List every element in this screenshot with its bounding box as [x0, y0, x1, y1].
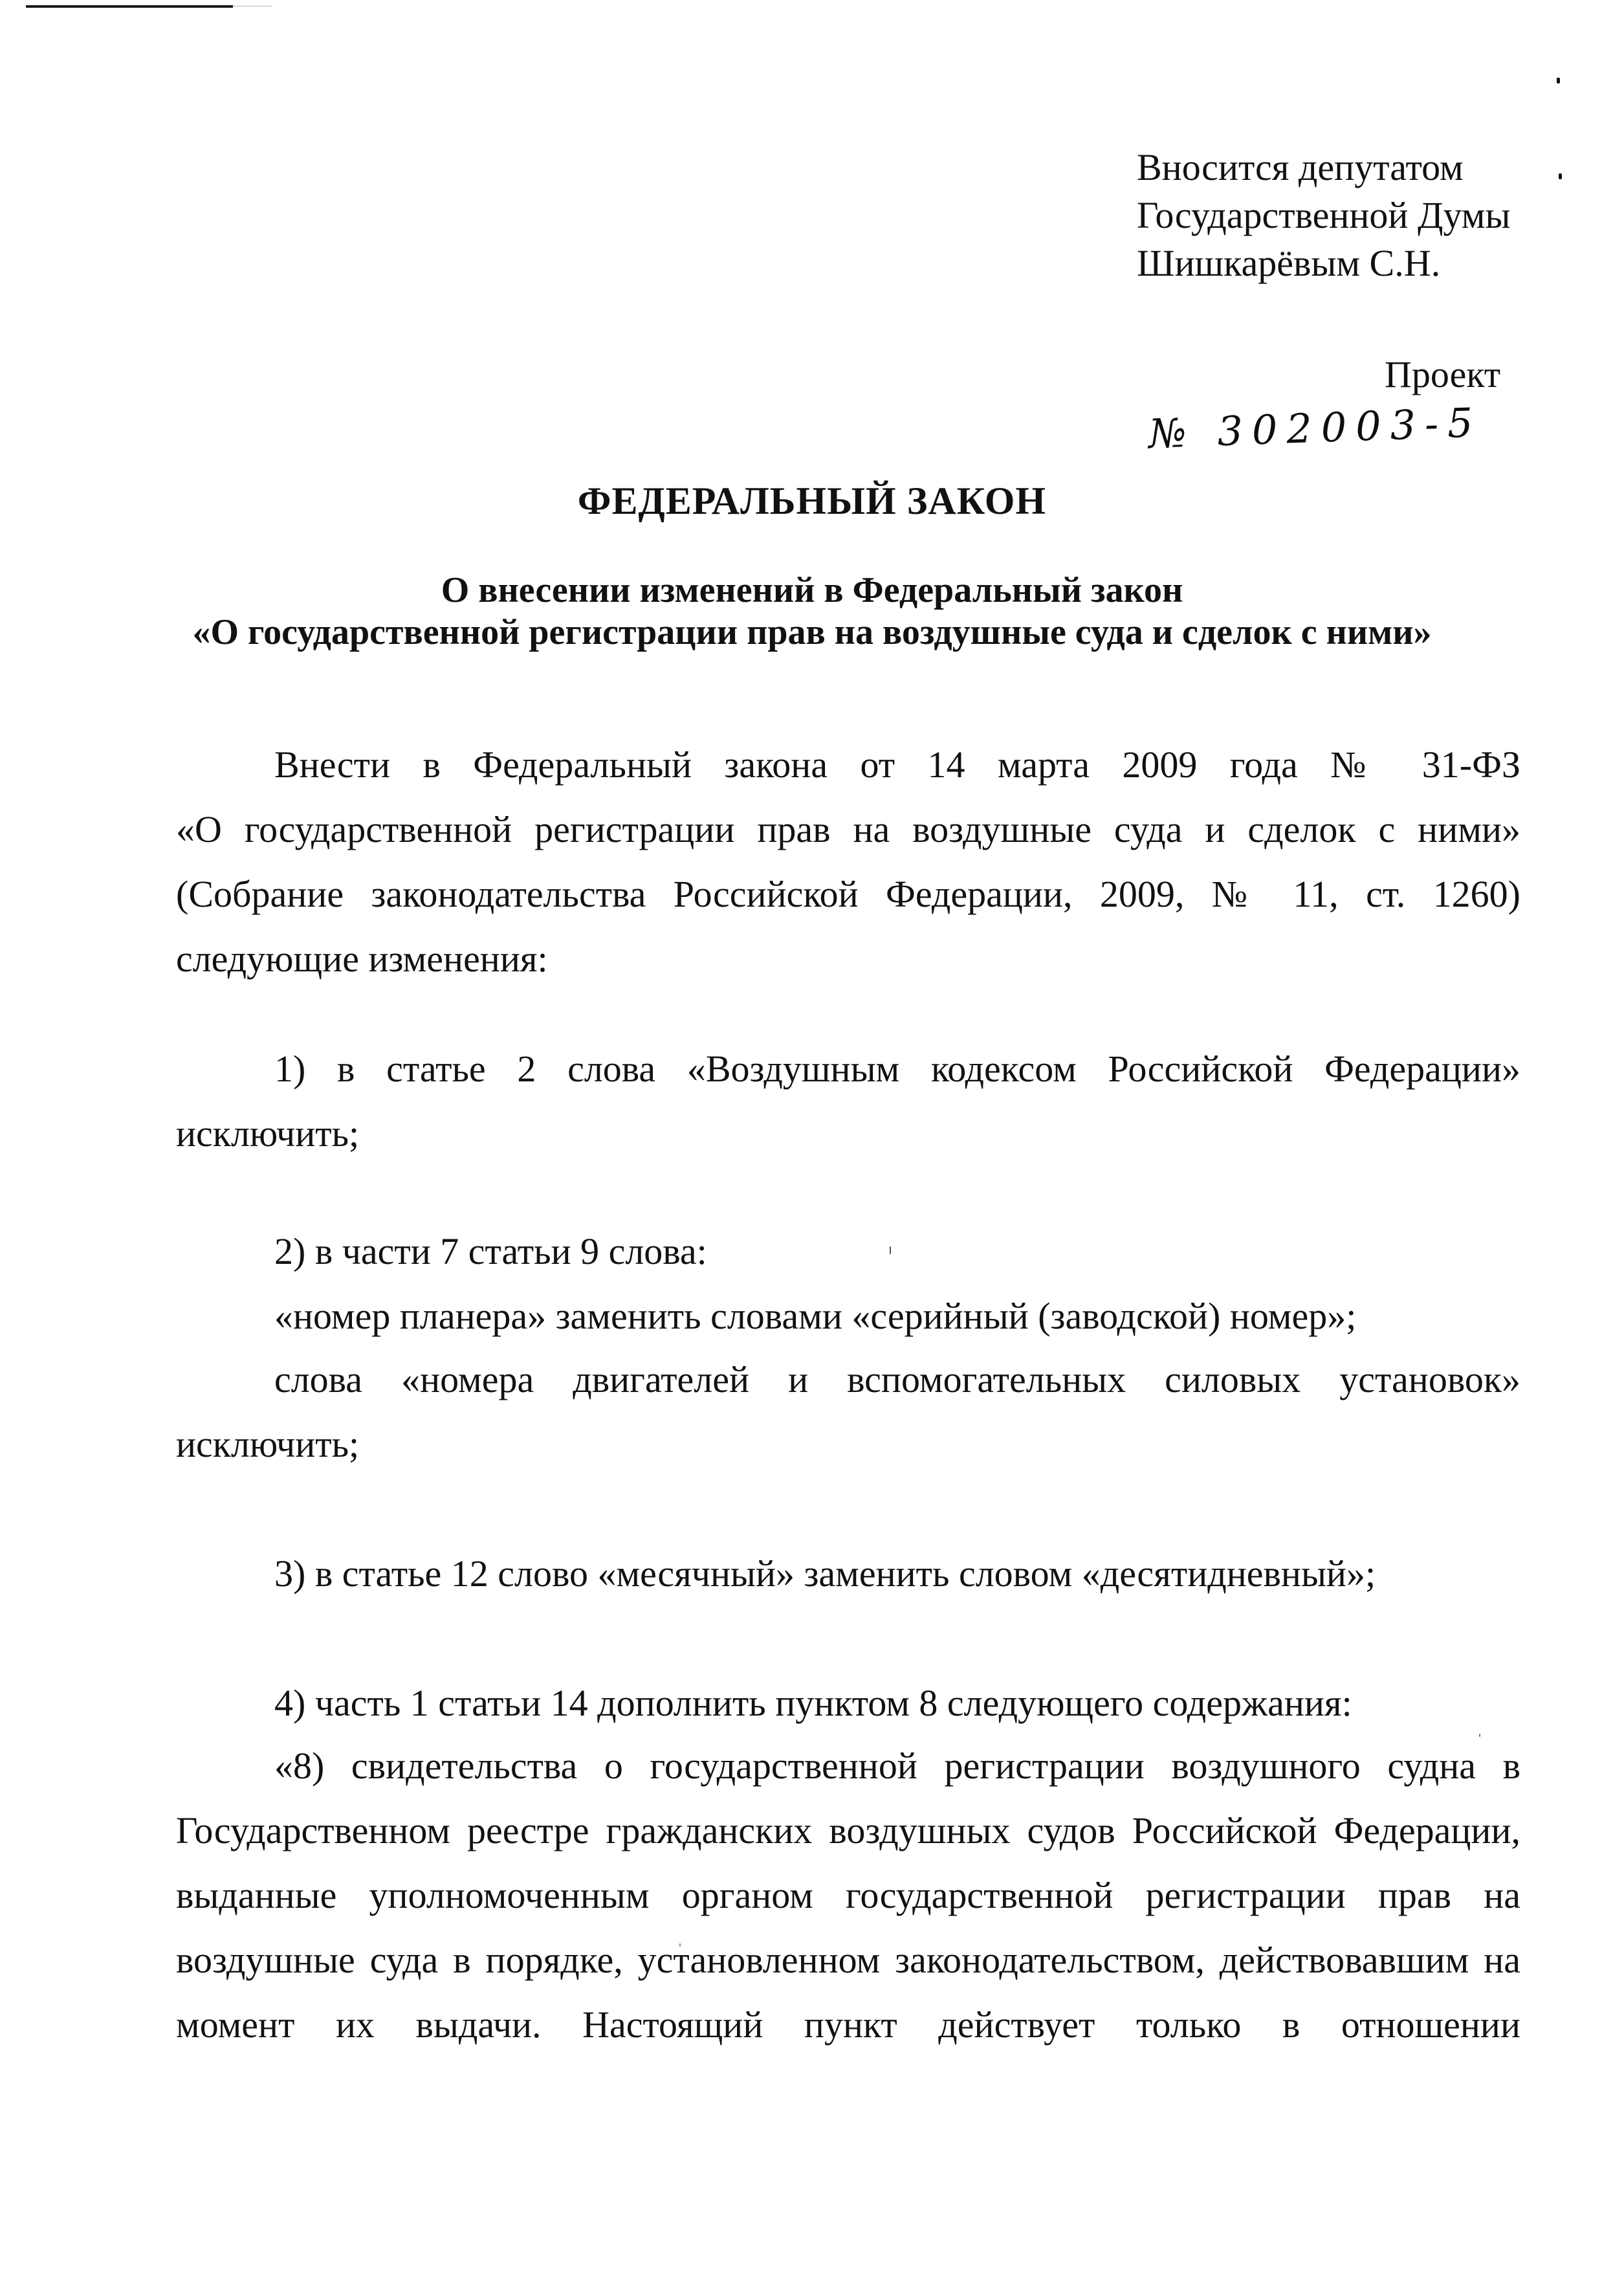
paragraph-line: следующие изменения:: [176, 938, 548, 980]
amendment-item-line: 3) в статье 12 слово «месячный» заменить словом «десятидневный»;: [274, 1552, 1376, 1595]
project-label: Проект: [1385, 353, 1501, 395]
amendment-item-line: 1) в статье 2 слова «Воздушным кодексом Российской Федерации»: [274, 1048, 1520, 1090]
amendment-item-line: слова «номера двигателей и вспомогательных силовых установок»: [274, 1358, 1520, 1400]
submitter-line: Вносится депутатом: [1137, 146, 1464, 188]
scan-speck: [1557, 78, 1560, 83]
handwritten-registration-number: № 302003-5: [1147, 399, 1483, 458]
amendment-item-line: выданные уполномоченным органом государственной регистрации прав на: [176, 1874, 1520, 1916]
submitter-line: Государственной Думы: [1137, 194, 1511, 236]
amendment-item-line: «номер планера» заменить словами «серийный (заводской) номер»;: [274, 1295, 1357, 1337]
scan-speck: [1559, 173, 1562, 179]
amendment-item-line: исключить;: [176, 1112, 360, 1155]
paragraph-line: Внести в Федеральный закона от 14 марта 2009 года № 31-ФЗ: [274, 744, 1520, 786]
submitter-line: Шишкарёвым С.Н.: [1137, 242, 1441, 284]
amendment-item-line: воздушные суда в порядке, установленном законодательством, действовавшим на: [176, 1939, 1520, 1981]
amendment-item-line: 2) в части 7 статьи 9 слова:: [274, 1230, 707, 1272]
amendment-item-line: «8) свидетельства о государственной регистрации воздушного судна в: [274, 1745, 1520, 1787]
paragraph-line: (Собрание законодательства Российской Федерации, 2009, № 11, ст. 1260): [176, 873, 1520, 915]
amendment-item-line: момент их выдачи. Настоящий пункт действует только в отношении: [176, 2004, 1520, 2046]
document-title: «О государственной регистрации прав на воздушные суда и сделок с ними»: [192, 612, 1432, 652]
paragraph-line: «О государственной регистрации прав на воздушные суда и сделок с ними»: [176, 808, 1520, 850]
document-title: О внесении изменений в Федеральный закон: [441, 570, 1183, 610]
amendment-item-line: 4) часть 1 статьи 14 дополнить пунктом 8 следующего содержания:: [274, 1682, 1352, 1724]
amendment-item-line: Государственном реестре гражданских воздушных судов Российской Федерации,: [176, 1809, 1520, 1851]
document-type: ФЕДЕРАЛЬНЫЙ ЗАКОН: [577, 480, 1047, 522]
scan-speck: [1479, 1734, 1480, 1737]
submitter-block: [1137, 144, 1510, 287]
amendment-item-line: исключить;: [176, 1423, 360, 1465]
scan-artifact-line: [26, 5, 233, 8]
